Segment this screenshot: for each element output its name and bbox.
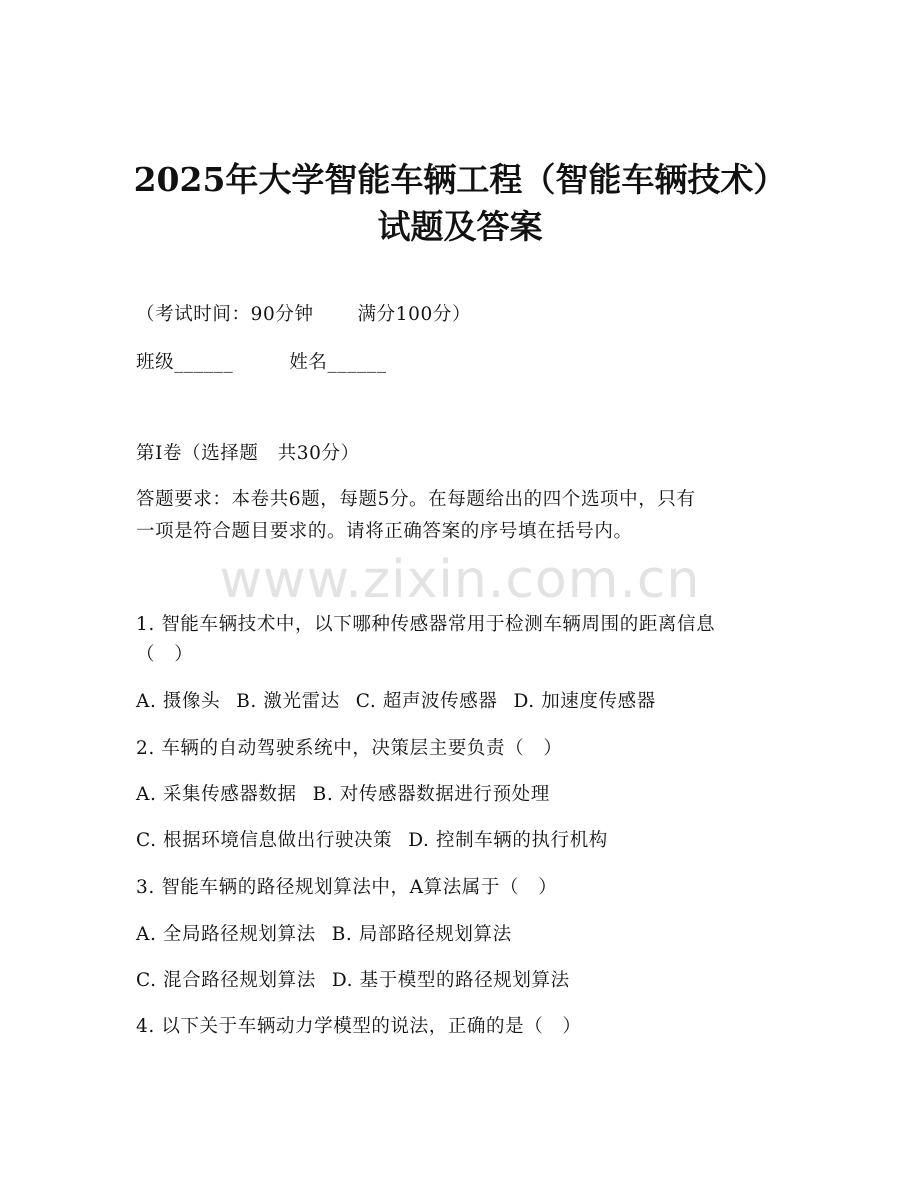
question-3-stem: 3. 智能车辆的路径规划算法中，A算法属于（ ） [136,877,558,898]
question-1-stem-line-1: 1. 智能车辆技术中，以下哪种传感器常用于检测车辆周围的距离信息 [136,614,716,635]
question-1-option-d: D. 加速度传感器 [513,691,656,712]
question-3-options-line-2 [136,969,570,993]
instructions-line-2: 一项是符合题目要求的。请将正确答案的序号填在括号内。 [136,521,633,542]
question-1-option-b: B. 激光雷达 [236,691,340,712]
question-3-option-c: C. 混合路径规划算法 [136,970,316,991]
question-3-option-a: A. 全局路径规划算法 [136,924,316,945]
question-1-option-c: C. 超声波传感器 [355,691,498,712]
exam-full-score: 满分100分） [357,304,472,325]
student-fields [136,351,387,375]
exam-time: （考试时间：90分钟 [136,304,314,325]
question-3-options-line-1 [136,923,512,947]
question-1-options [136,690,656,714]
instructions-line-1: 答题要求：本卷共6题，每题5分。在每题给出的四个选项中，只有 [136,489,696,510]
question-2-option-b: B. 对传感器数据进行预处理 [312,784,550,805]
question-2-options-line-1 [136,783,550,807]
question-2-option-a: A. 采集传感器数据 [136,784,297,805]
name-field: 姓名______ [289,352,387,373]
section-header: 第I卷（选择题 共30分） [136,443,360,464]
document-title-line2: 试题及答案 [377,207,543,246]
document-title-line1: 2025年大学智能车辆工程（智能车辆技术） [133,160,787,199]
question-1-option-a: A. 摄像头 [136,691,221,712]
question-2-option-c: C. 根据环境信息做出行驶决策 [136,830,393,851]
question-2-options-line-2 [136,829,608,853]
question-2-stem: 2. 车辆的自动驾驶系统中，决策层主要负责（ ） [136,738,563,759]
question-4-stem: 4. 以下关于车辆动力学模型的说法，正确的是（ ） [136,1016,582,1037]
question-3-option-d: D. 基于模型的路径规划算法 [331,970,570,991]
exam-info [136,303,471,327]
question-3-option-b: B. 局部路径规划算法 [331,924,512,945]
class-field: 班级______ [136,352,234,373]
question-1-stem-line-2: （ ） [136,644,194,665]
watermark: www.zixin.com.cn [219,550,701,610]
question-2-option-d: D. 控制车辆的执行机构 [408,830,608,851]
